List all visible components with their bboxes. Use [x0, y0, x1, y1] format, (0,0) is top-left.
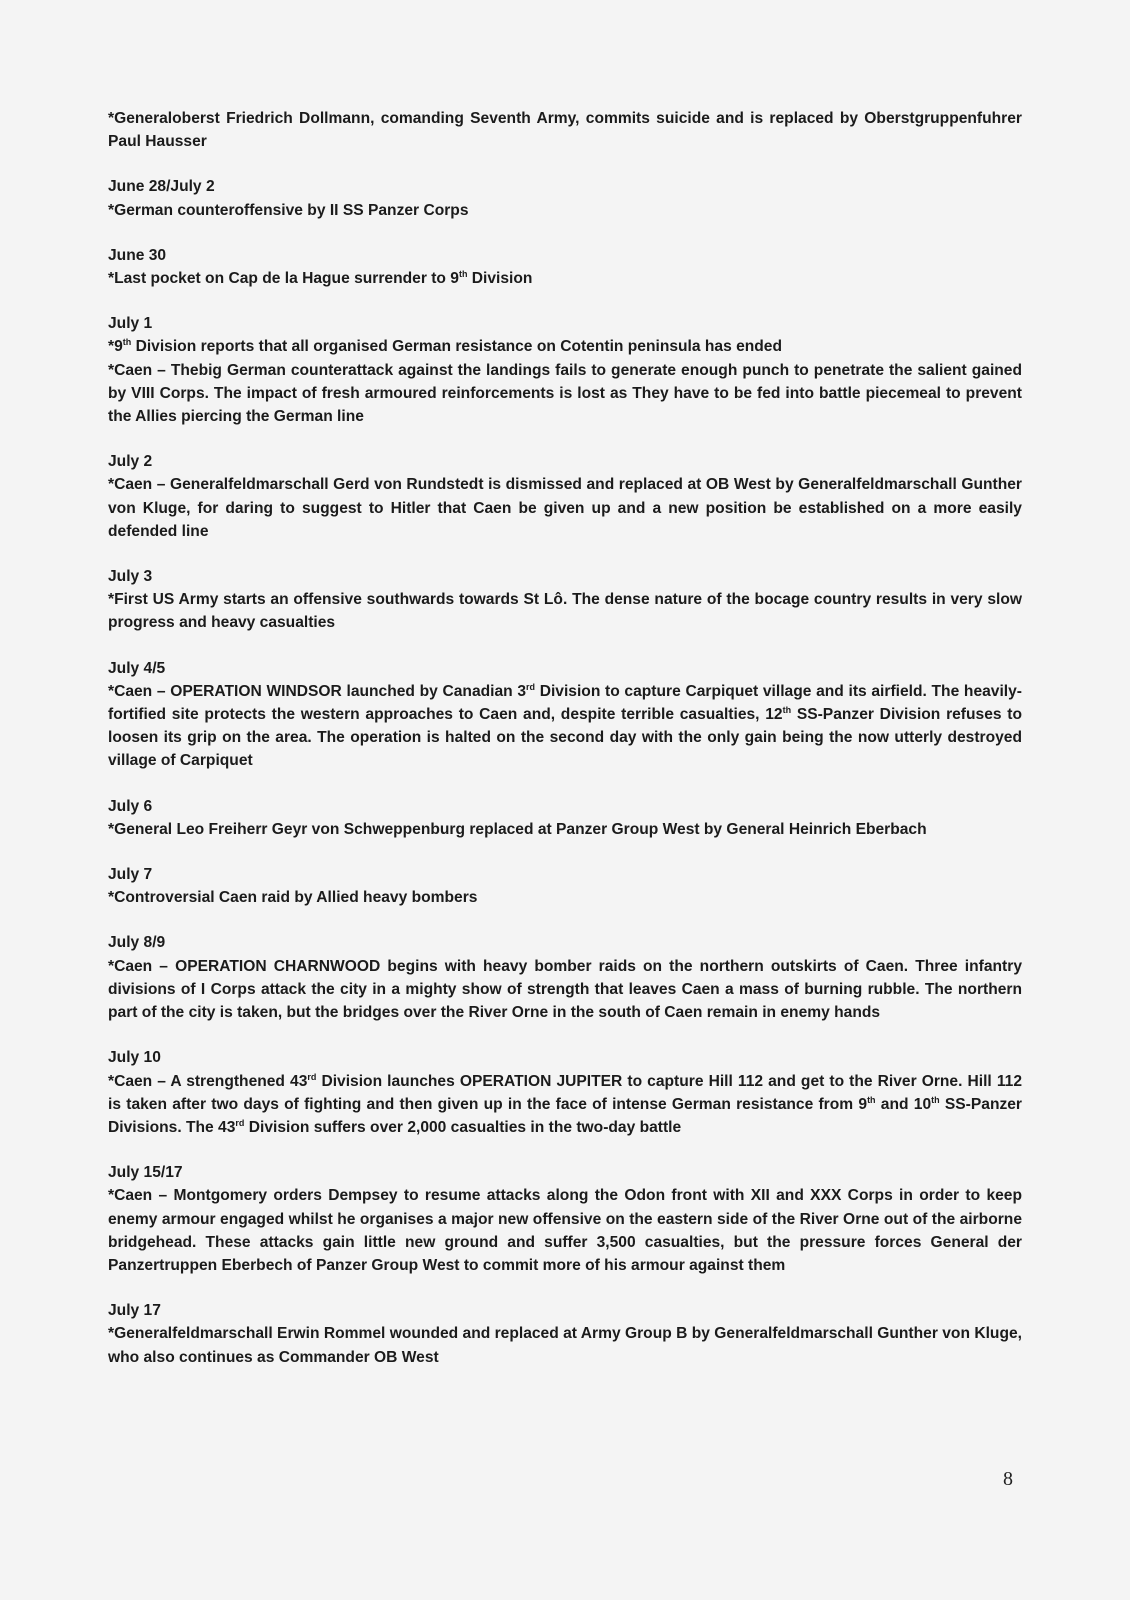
- entry-july-7: [108, 863, 1022, 909]
- entry-date: July 10: [108, 1049, 161, 1067]
- entry-july-17: [108, 1299, 1022, 1369]
- entry-june-30: [108, 244, 1022, 290]
- entry-july-3: [108, 565, 1022, 635]
- entry-text: *Caen – OPERATION WINDSOR launched by Canadian 3rd Division to capture Carpiquet village and its airfield. The heavily-fortified site protects the western approaches to Caen and, despite terrible casualties, 12th SS-Panzer Division refuses to loosen its grip on the area. The operation is halted on the second day with the only gain being the now utterly destroyed village of Carpiquet: [108, 681, 1023, 770]
- entry-date: July 8/9: [108, 934, 166, 952]
- entry-date: July 3: [108, 568, 153, 586]
- entry-text: *Generalfeldmarschall Erwin Rommel wounded and replaced at Army Group B by Generalfeldmarschall Gunther von Kluge, who also continues as Commander OB West: [108, 1325, 1022, 1366]
- entry-text: *First US Army starts an offensive southwards towards St Lô. The dense nature of the bocage country results in very slow progress and heavy casualties: [108, 591, 1022, 632]
- entry-text: *9th Division reports that all organised German resistance on Cotentin peninsula has ended: [108, 337, 782, 356]
- entry-july-15-17: [108, 1161, 1022, 1277]
- entry-july-1: [108, 312, 1022, 428]
- entry-text: *General Leo Freiherr Geyr von Schweppenburg replaced at Panzer Group West by General Heinrich Eberbach: [108, 820, 927, 838]
- entry-text: *Generaloberst Friedrich Dollmann, comanding Seventh Army, commits suicide and is replaced by Oberstgruppenfuhrer Paul Hausser: [108, 110, 1022, 151]
- entry-text: *Caen – OPERATION CHARNWOOD begins with heavy bomber raids on the northern outskirts of Caen. Three infantry divisions of I Corps attack the city in a mighty show of strength that leaves Caen a mass of burning rubble. The northern part of the city is taken, but the bridges over the River Orne in the south of Caen remain in enemy hands: [108, 957, 1022, 1022]
- entry-date: July 1: [108, 315, 153, 333]
- entry-date: July 2: [108, 453, 153, 471]
- entry-text: *German counteroffensive by II SS Panzer Corps: [108, 201, 469, 219]
- entry-date: July 17: [108, 1302, 161, 1320]
- entry-july-4-5: [108, 657, 1022, 773]
- entry-date: July 15/17: [108, 1164, 183, 1182]
- entry-date: July 6: [108, 797, 153, 815]
- document-body: [108, 107, 1022, 1391]
- entry-july-10: [108, 1046, 1022, 1139]
- entry-text: *Caen – Montgomery orders Dempsey to resume attacks along the Odon front with XII and XXX Corps in order to keep enemy armour engaged whilst he organises a major new offensive on the eastern side of the River Orne out of the airborne bridgehead. These attacks gain little new ground and suffer 3,500 casualties, but the pressure forces General der Panzertruppen Eberbech of Panzer Group West to commit more of his armour against them: [108, 1187, 1022, 1274]
- entry-text: *Caen – A strengthened 43rd Division launches OPERATION JUPITER to capture Hill 112 and get to the River Orne. Hill 112 is taken after two days of fighting and then given up in the face of intense German resistance from 9th and 10th SS-Panzer Divisions. The 43rd Division suffers over 2,000 casualties in the two-day battle: [108, 1071, 1023, 1136]
- entry-date: June 30: [108, 246, 167, 264]
- entry-text: *Last pocket on Cap de la Hague surrender to 9th Division: [108, 269, 533, 288]
- entry-text: *Caen – Thebig German counterattack against the landings fails to generate enough punch to penetrate the salient gained by VIII Corps. The impact of fresh armoured reinforcements is lost as They have to be fed into battle piecemeal to prevent the Allies piercing the German line: [108, 361, 1022, 426]
- entry-text: *Caen – Generalfeldmarschall Gerd von Rundstedt is dismissed and replaced at OB West by Generalfeldmarschall Gunther von Kluge, for daring to suggest to Hitler that Caen be given up and a new position be established on a more easily defended line: [108, 476, 1022, 540]
- entry-july-8-9: [108, 931, 1022, 1024]
- entry-text: *Controversial Caen raid by Allied heavy bombers: [108, 889, 478, 907]
- entry-date: June 28/July 2: [108, 178, 215, 196]
- entry-date: July 4/5: [108, 659, 166, 677]
- entry-july-6: [108, 795, 1022, 841]
- entry-date: July 7: [108, 866, 153, 884]
- entry-july-2: [108, 450, 1022, 543]
- page-number: 8: [1003, 1468, 1013, 1490]
- intro-entry: [108, 107, 1022, 153]
- entry-june-28-july-2: [108, 175, 1022, 221]
